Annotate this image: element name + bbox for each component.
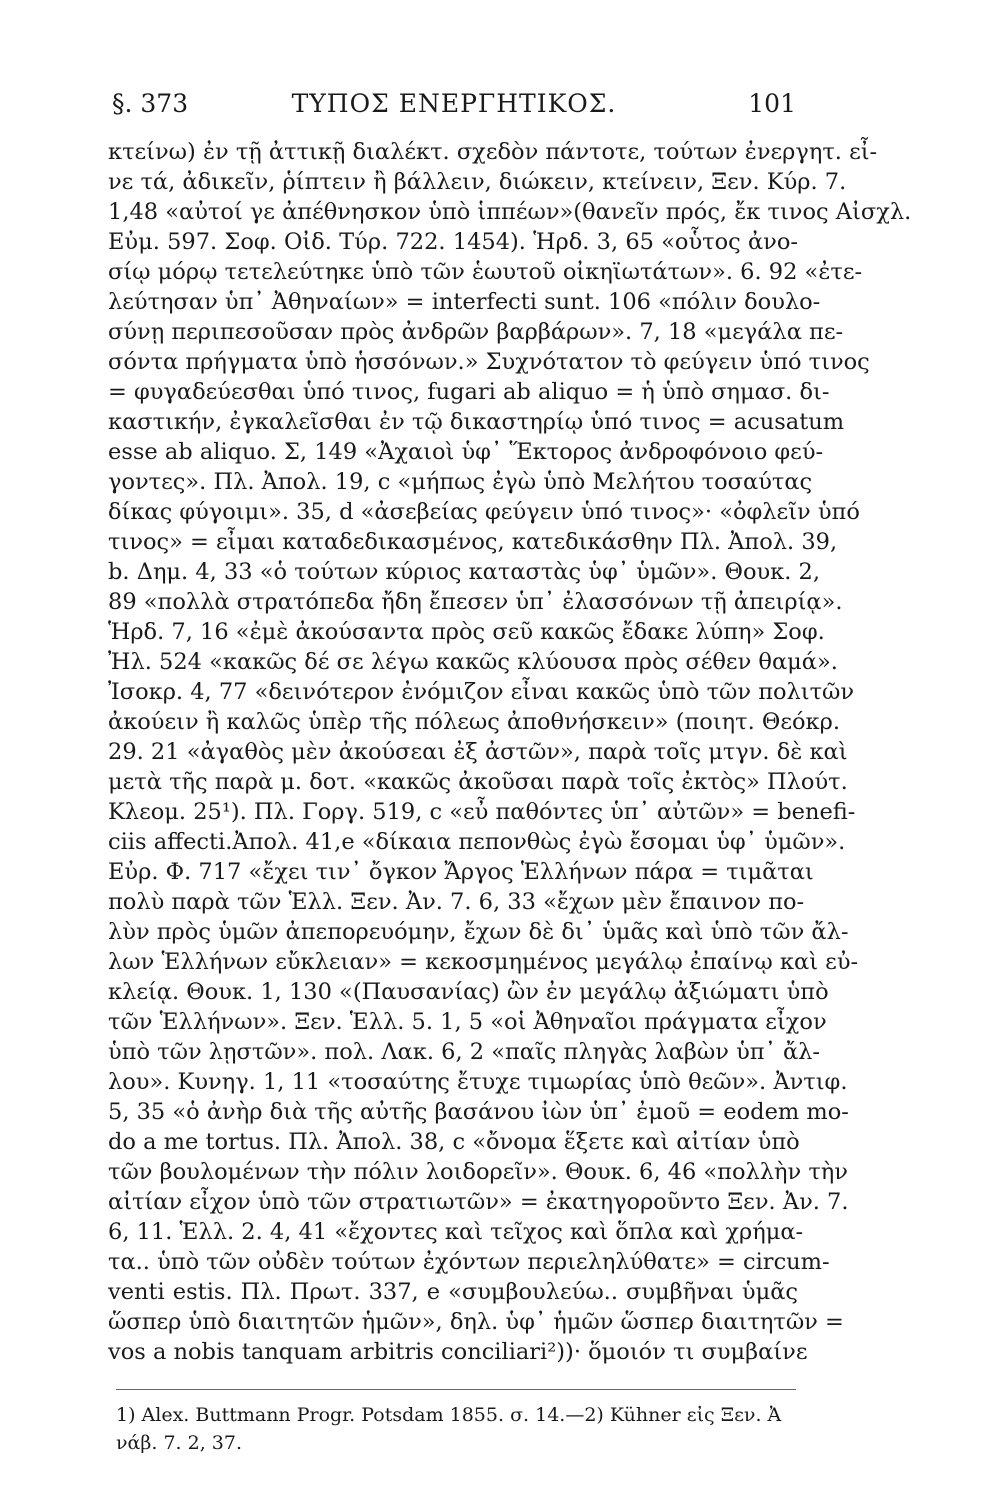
text-line: λου». Κυνηγ. 1, 11 «τοσαύτης ἔτυχε τιμωρίας ὑπὸ θεῶν». Ἀντιφ. (108, 1069, 848, 1095)
text-line: αἰτίαν εἶχον ὑπὸ τῶν στρατιωτῶν» = ἐκατηγοροῦντο Ξεν. Ἀν. 7. (108, 1189, 849, 1215)
text-line: λεύτησαν ὑπ᾽ Ἀθηναίων» = interfecti sunt. 106 «πόλιν δουλο- (108, 289, 821, 315)
text-line: ὑπὸ τῶν λῃστῶν». πολ. Λακ. 6, 2 «παῖς πληγὰς λαβὼν ὑπ᾽ ἄλ- (108, 1039, 821, 1065)
text-line: τῶν βουλομένων τὴν πόλιν λοιδορεῖν». Θουκ. 6, 46 «πολλὴν τὴν (108, 1159, 848, 1185)
text-line: κλείᾳ. Θουκ. 1, 130 «(Παυσανίας) ὢν ἐν μεγάλῳ ἀξιώματι ὑπὸ (108, 979, 829, 1005)
text-line: κτείνω) ἐν τῇ ἀττικῇ διαλέκτ. σχεδὸν πάντοτε, τούτων ἐνεργητ. εἶ- (108, 139, 878, 165)
text-line: 89 «πολλὰ στρατόπεδα ἤδη ἔπεσεν ὑπ᾽ ἐλασσόνων τῇ ἀπειρίᾳ». (108, 589, 843, 615)
text-line: Ἰσοκρ. 4, 77 «δεινότερον ἐνόμιζον εἶναι κακῶς ὑπὸ τῶν πολιτῶν (108, 679, 855, 705)
text-line: = φυγαδεύεσθαι ὑπό τινος, fugari ab aliquo = ἡ ὑπὸ σημασ. δι- (108, 379, 830, 405)
text-line: ciis affecti.Ἀπολ. 41,e «δίκαια πεπονθὼς ἐγὼ ἔσομαι ὑφ᾽ ὑμῶν». (108, 829, 846, 855)
text-line: δίκας φύγοιμι». 35, d «ἀσεβείας φεύγειν ὑπό τινος»· «ὀφλεῖν ὑπό (108, 499, 860, 525)
footnote-line: νάβ. 7. 2, 37. (116, 1432, 242, 1454)
text-line: vos a nobis tanquam arbitris conciliari²))· ὅμοιόν τι συμβαίνε (108, 1339, 808, 1365)
text-line: σύνῃ περιπεσοῦσαν πρὸς ἀνδρῶν βαρβάρων». 7, 18 «μεγάλα πε- (108, 319, 844, 345)
text-line: λὺν πρὸς ὑμῶν ἀπεπορευόμην, ἔχων δὲ δι᾽ ὑμᾶς καὶ ὑπὸ τῶν ἄλ- (108, 919, 849, 945)
text-line: τῶν Ἑλλήνων». Ξεν. Ἑλλ. 5. 1, 5 «οἱ Ἀθηναῖοι πράγματα εἶχον (108, 1009, 827, 1035)
text-line: 1,48 «αὐτοί γε ἀπέθνησκον ὑπὸ ἱππέων»(θανεῖν πρός, ἔκ τινος Αἰσχλ. (108, 199, 912, 225)
text-line: σίῳ μόρῳ τετελεύτηκε ὑπὸ τῶν ἑωυτοῦ οἰκηϊωτάτων». 6. 92 «ἐτε- (108, 259, 863, 285)
page-number: 101 (748, 89, 796, 118)
text-line: γοντες». Πλ. Ἀπολ. 19, c «μήπως ἐγὼ ὑπὸ Μελήτου τοσαύτας (108, 469, 813, 495)
text-line: venti estis. Πλ. Πρωτ. 337, e «συμβουλεύω.. συμβῆναι ὑμᾶς (108, 1279, 798, 1305)
text-line: ὥσπερ ὑπὸ διαιτητῶν ἡμῶν», δηλ. ὑφ᾽ ἡμῶν ὥσπερ διαιτητῶν = (108, 1309, 844, 1335)
text-line: ἀκούειν ἢ καλῶς ὑπὲρ τῆς πόλεως ἀποθνήσκειν» (ποιητ. Θεόκρ. (108, 709, 840, 735)
footnote-line: 1) Alex. Buttmann Progr. Potsdam 1855. σ. 14.—2) Kühner εἰς Ξεν. Ἀ (116, 1404, 782, 1426)
text-line: Εὐμ. 597. Σοφ. Οἰδ. Τύρ. 722. 1454). Ἡρδ. 3, 65 «οὗτος ἀνο- (108, 229, 798, 255)
text-line: πολὺ παρὰ τῶν Ἑλλ. Ξεν. Ἀν. 7. 6, 33 «ἔχων μὲν ἔπαινον πο- (108, 889, 805, 915)
text-line: σόντα πρήγματα ὑπὸ ἡσσόνων.» Συχνότατον τὸ φεύγειν ὑπό τινος (108, 349, 870, 375)
body-text (108, 137, 912, 1367)
text-line: 6, 11. Ἑλλ. 2. 4, 41 «ἔχοντες καὶ τεῖχος καὶ ὅπλα καὶ χρήμα- (108, 1219, 804, 1245)
text-line: λων Ἑλλήνων εὔκλειαν» = κεκοσμημένος μεγάλῳ ἐπαίνῳ καὶ εὐ- (108, 949, 859, 975)
text-line: μετὰ τῆς παρὰ μ. δοτ. «κακῶς ἀκοῦσαι παρὰ τοῖς ἐκτὸς» Πλούτ. (108, 769, 848, 795)
text-line: do a me tortus. Πλ. Ἀπολ. 38, c «ὄνομα ἕξετε καὶ αἰτίαν ὑπὸ (108, 1129, 800, 1155)
section-number: §. 373 (112, 89, 189, 118)
footnotes (116, 1401, 796, 1457)
text-line: καστικήν, ἐγκαλεῖσθαι ἐν τῷ δικαστηρίῳ ὑπό τινος = acusatum (108, 409, 845, 435)
text-line: 29. 21 «ἀγαθὸς μὲν ἀκούσεαι ἐξ ἀστῶν», παρὰ τοῖς μτγν. δὲ καὶ (108, 739, 848, 765)
running-title: ΤΥΠΟΣ ΕΝΕΡΓΗΤΙΚΟΣ. (291, 89, 617, 118)
text-line: νε τά, ἀδικεῖν, ῥίπτειν ἢ βάλλειν, διώκειν, κτείνειν, Ξεν. Κύρ. 7. (108, 169, 847, 195)
text-line: Ἡρδ. 7, 16 «ἐμὲ ἀκούσαντα πρὸς σεῦ κακῶς ἔδακε λύπη» Σοφ. (108, 619, 825, 645)
text-line: esse ab aliquo. Σ, 149 «Ἀχαιοὶ ὑφ᾽ Ἕκτορος ἀνδροφόνοιο φεύ- (108, 439, 824, 465)
text-line: 5, 35 «ὁ ἀνὴρ διὰ τῆς αὐτῆς βασάνου ἰὼν ὑπ᾽ ἐμοῦ = eodem mo- (108, 1099, 849, 1125)
text-line: Κλεομ. 25¹). Πλ. Γοργ. 519, c «εὖ παθόντες ὑπ᾽ αὐτῶν» = benefi- (108, 799, 856, 825)
text-line: τα.. ὑπὸ τῶν οὐδὲν τούτων ἐχόντων περιεληλύθατε» = circum- (108, 1249, 830, 1275)
text-line: τινος» = εἶμαι καταδεδικασμένος, κατεδικάσθην Πλ. Ἀπολ. 39, (108, 529, 838, 555)
text-line: Ἠλ. 524 «κακῶς δέ σε λέγω κακῶς κλύουσα πρὸς σέθεν θαμά». (108, 649, 838, 675)
text-line: b. Δημ. 4, 33 «ὁ τούτων κύριος καταστὰς ὑφ᾽ ὑμῶν». Θουκ. 2, (108, 559, 821, 585)
running-header (112, 84, 796, 124)
text-line: Εὐρ. Φ. 717 «ἔχει τιν᾽ ὄγκον Ἄργος Ἑλλήνων πάρα = τιμᾶται (108, 859, 814, 885)
footnote-rule (116, 1389, 796, 1390)
